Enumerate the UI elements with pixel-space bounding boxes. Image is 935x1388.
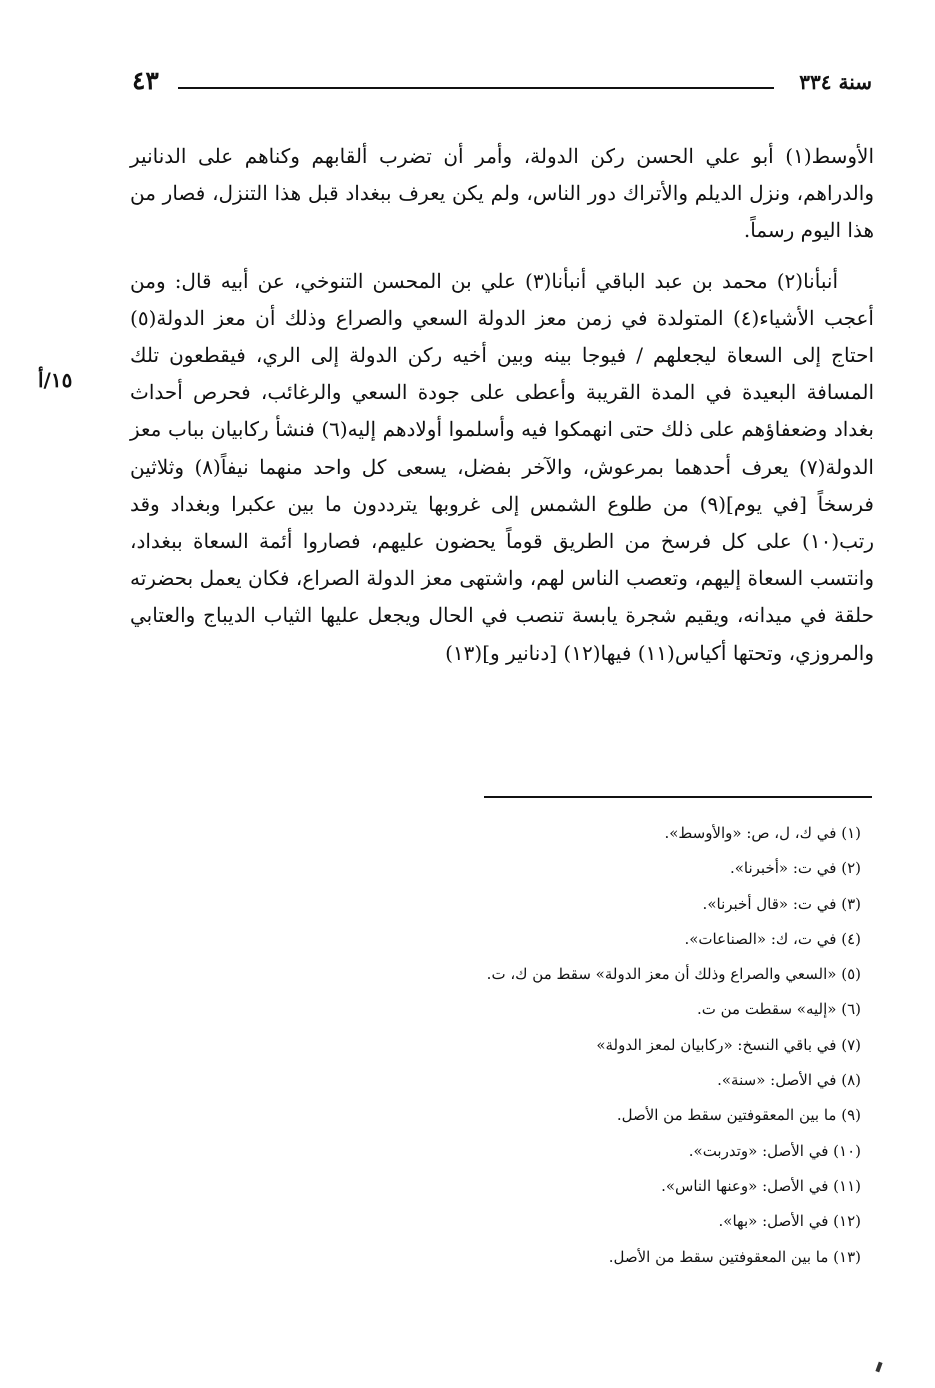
footnotes	[301, 816, 861, 1275]
footnote-separator	[484, 796, 872, 798]
running-header	[132, 66, 872, 106]
footnote: (١٠) في الأصل: «وتدربت».	[688, 1141, 861, 1160]
header-rule	[178, 87, 774, 89]
chapter-year-label: سنة ٣٣٤	[799, 70, 872, 94]
main-text	[130, 138, 874, 672]
footnote: (٢) في ت: «أخبرنا».	[729, 859, 861, 878]
footnote: (٧) في باقي النسخ: «ركابيان لمعز الدولة»	[596, 1035, 861, 1054]
footnote: (٨) في الأصل: «سنة».	[717, 1071, 861, 1090]
footnote: (١) في ك، ل، ص: «والأوسط».	[664, 824, 861, 842]
footnote: (٩) ما بين المعقوفتين سقط من الأصل.	[616, 1106, 861, 1125]
footnote: (١٣) ما بين المعقوفتين سقط من الأصل.	[608, 1247, 861, 1266]
footnote: (٦) «إليه» سقطت من ت.	[696, 1000, 861, 1019]
footnote: (٣) في ت: «قال أخبرنا».	[702, 894, 861, 913]
manuscript-folio-marker: ١٥/أ	[38, 368, 73, 392]
paragraph: أنبأنا(٢) محمد بن عبد الباقي أنبأنا(٣) علي بن المحسن التنوخي، عن أبيه قال: ومن أعجب الأشياء(٤) المتولدة في زمن معز الدولة السعي والصراع وذلك أن معز الدولة(٥) احتاج إلى السعاة ليجعلهم / فيوجا بينه وبين أخيه ركن الدولة إلى الري، فيقطعون تلك المسافة البعيدة في المدة القريبة وأعطى على جودة السعي والرغائب، فحرص أحداث بغداد وضعفاؤهم على ذلك حتى انهمكوا فيه وأسلموا أولادهم إليه(٦) فنشأ ركابيان بباب معز الدولة(٧) يعرف أحدهما بمرعوش، والآخر بفضل، يسعى كل واحد منهما نيفاً(٨) وثلاثين فرسخاً [في يوم](٩) من طلوع الشمس إلى غروبها يترددون ما بين عكبرا وبغداد وقد رتب(١٠) على كل فرسخ من الطريق قوماً يحضون عليهم، فصاروا أئمة السعاة ببغداد، وانتسب السعاة إليهم، وتعصب الناس لهم، واشتهى معز الدولة الصراع، فكان يعمل بحضرته حلقة في ميدانه، ويقيم شجرة يابسة تنصب في الحال ويجعل عليها الثياب الديباج والعتابي والمروزي، وتحتها أكياس(١١) فيها(١٢) [دنانير و](١٣)	[130, 268, 874, 665]
footnote: (٤) في ت، ك: «الصناعات».	[684, 929, 861, 948]
paragraph: الأوسط(١) أبو علي الحسن ركن الدولة، وأمر أن تضرب ألقابهم وكناهم على الدنانير والدراهم، ونزل الديلم والأتراك دور الناس، ولم يكن يعرف ببغداد قبل هذا التنزل، فصار من هذا اليوم رسماً.	[130, 144, 874, 243]
footnote: (١١) في الأصل: «وعنها الناس».	[661, 1176, 861, 1195]
footnote: (٥) «السعي والصراع وذلك أن معز الدولة» سقط من ك، ت.	[486, 965, 861, 984]
page-number: ٤٣	[132, 66, 159, 95]
scan-speck	[875, 1362, 882, 1373]
footnote: (١٢) في الأصل: «بها».	[718, 1212, 861, 1231]
